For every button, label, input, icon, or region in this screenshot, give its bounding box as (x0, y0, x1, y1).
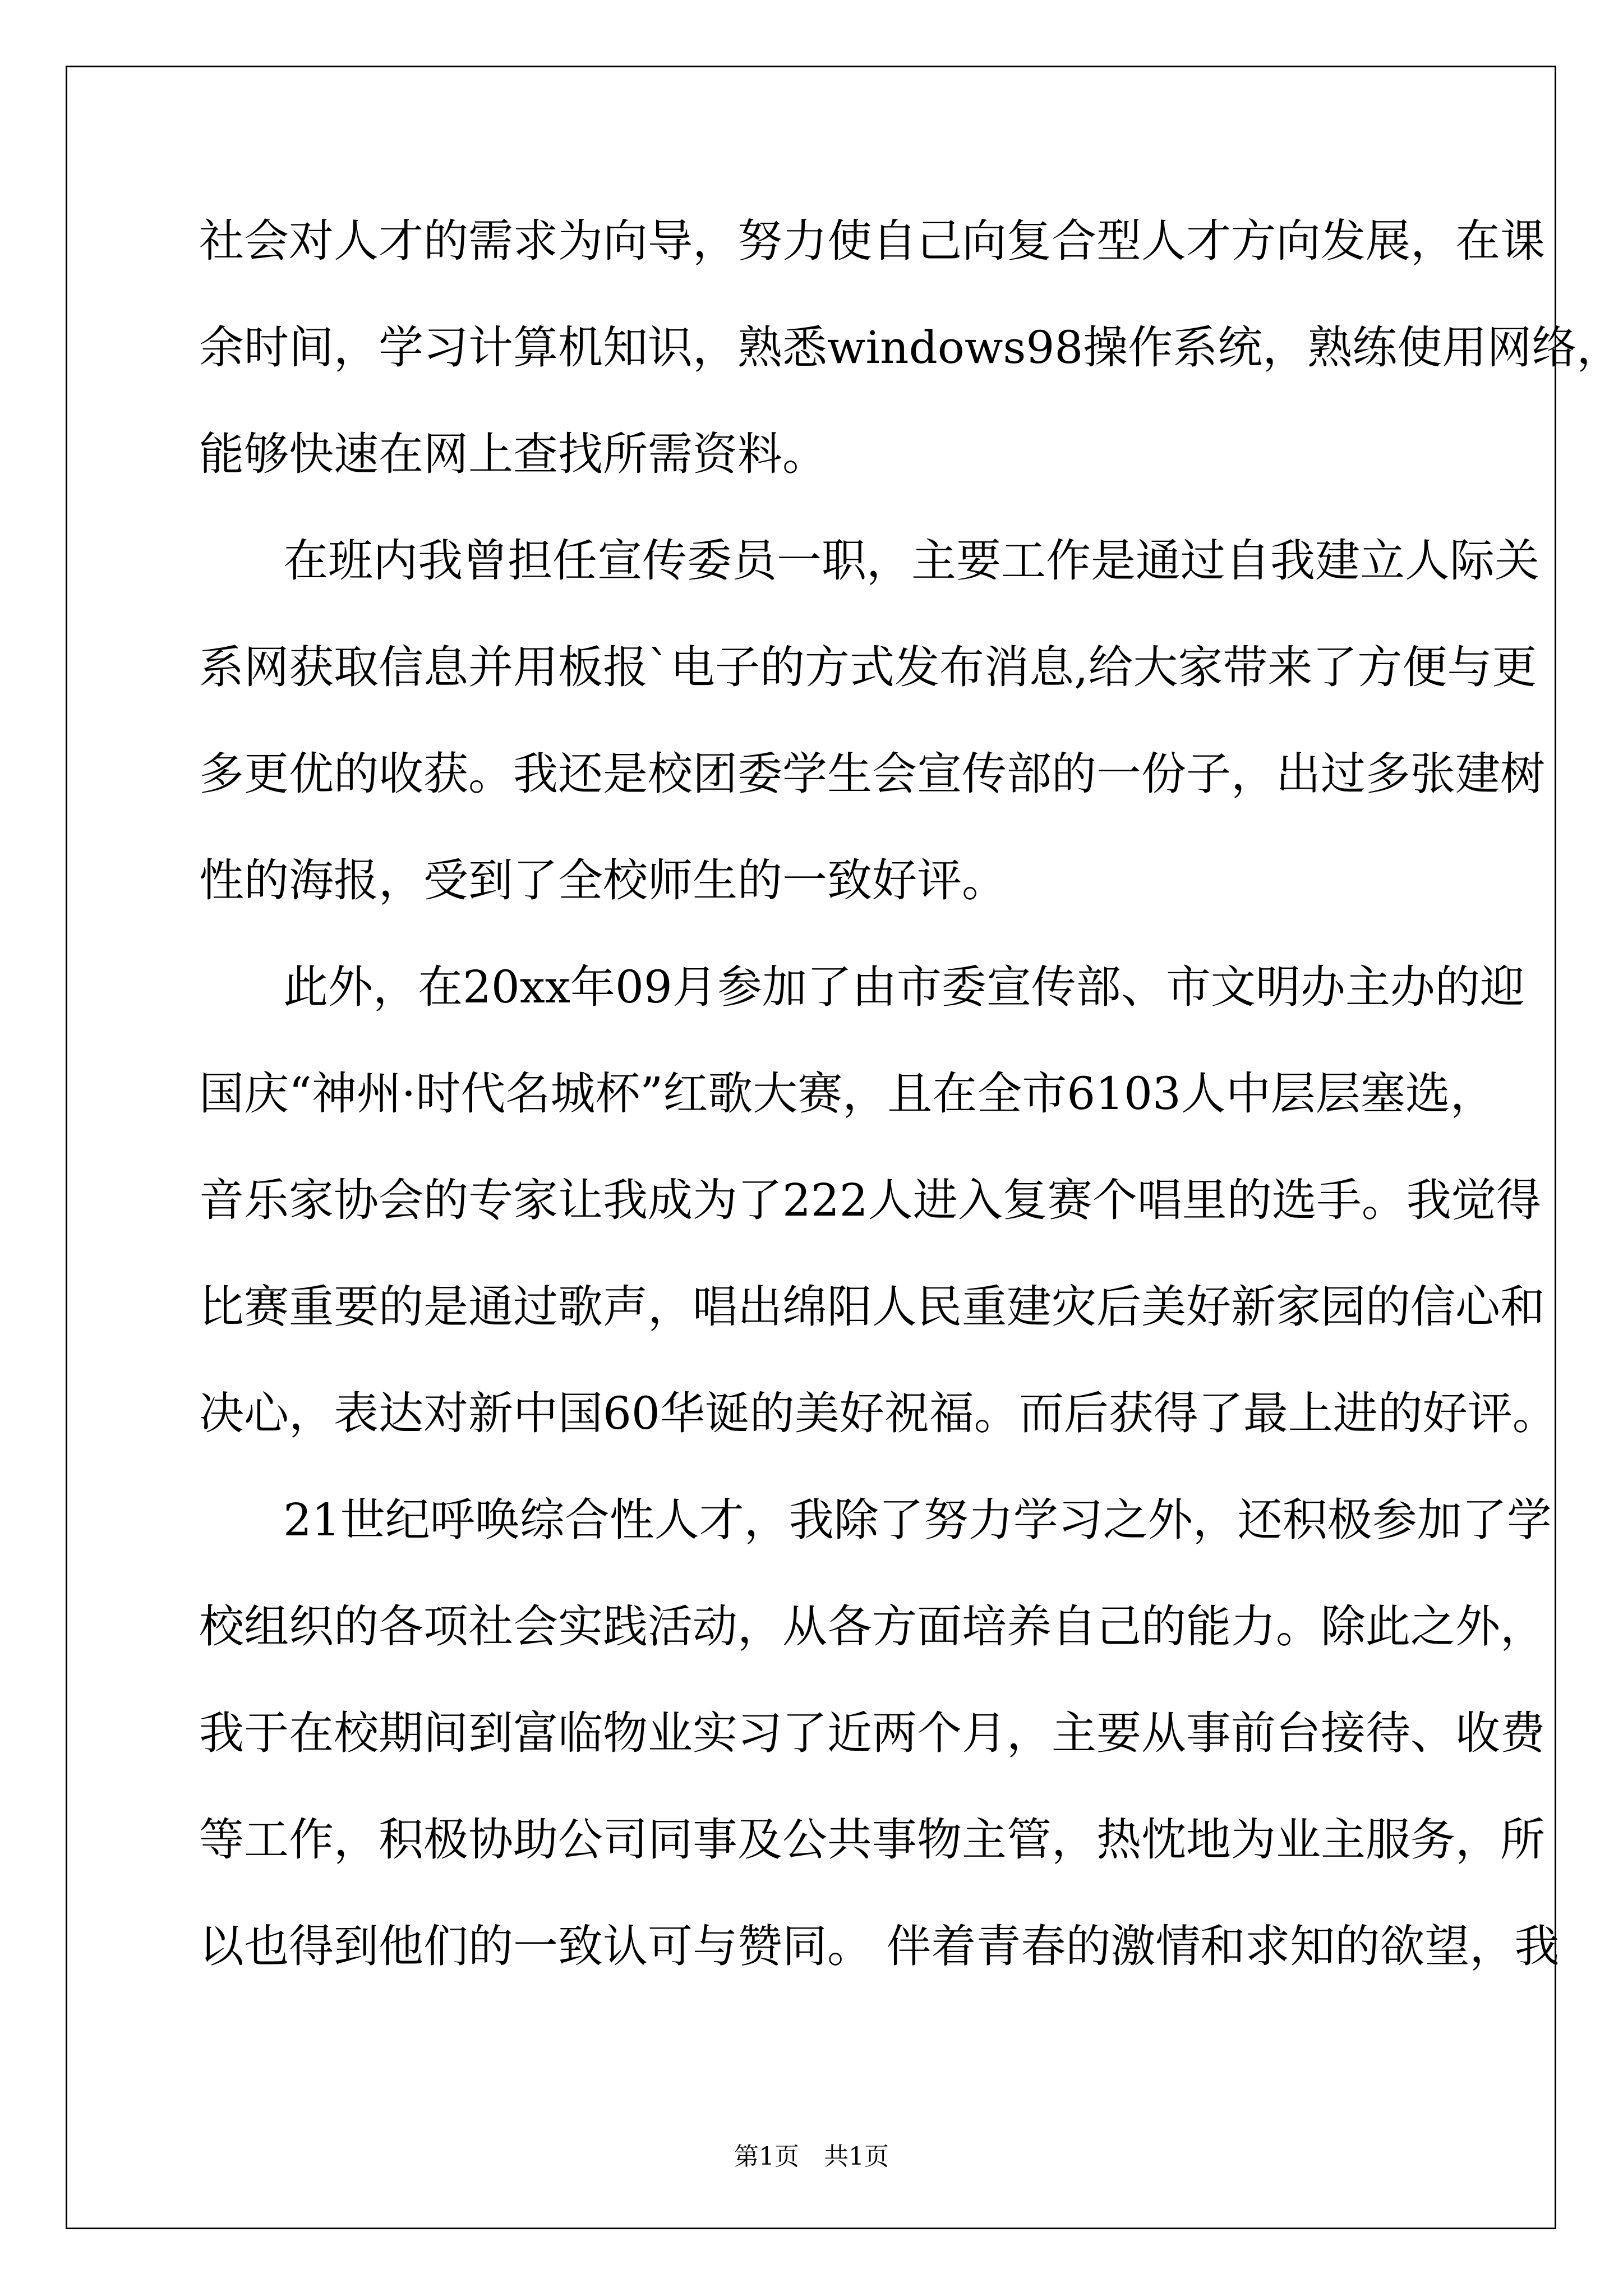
text-line: 能够快速在网上查找所需资料。 (199, 428, 827, 480)
text-line: 以也得到他们的一致认可与赞同。 伴着青春的激情和求知的欲望，我 (199, 1920, 1560, 1972)
text-line: 余时间，学习计算机知识，熟悉windows98操作系统，熟练使用网络， (199, 321, 1622, 374)
text-line: 音乐家协会的专家让我成为了222人进入复赛个唱里的选手。我觉得 (199, 1174, 1541, 1226)
text-line: 此外，在20xx年09月参加了由市委宣传部、市文明办主办的迎 (283, 961, 1525, 1013)
text-line: 决心，表达对新中国60华诞的美好祝福。而后获得了最上进的好评。 (199, 1387, 1557, 1439)
page-border (66, 66, 1556, 2229)
text-line: 国庆“神州·时代名城杯”红歌大赛，且在全市6103人中层层塞选， (199, 1068, 1495, 1120)
text-line: 校组织的各项社会实践活动，从各方面培养自己的能力。除此之外， (199, 1600, 1545, 1653)
text-line: 系网获取信息并用板报`电子的方式发布消息,给大家带来了方便与更 (199, 641, 1537, 693)
text-line: 在班内我曾担任宣传委员一职，主要工作是通过自我建立人际关 (283, 535, 1539, 587)
page-footer: 第1页 共1页 (734, 2142, 889, 2171)
text-line: 我于在校期间到富临物业实习了近两个月，主要从事前台接待、收费 (199, 1707, 1545, 1759)
text-line: 多更优的收获。我还是校团委学生会宣传部的一份子，出过多张建树 (199, 748, 1545, 800)
text-line: 21世纪呼唤综合性人才，我除了努力学习之外，还积极参加了学 (283, 1494, 1552, 1546)
text-line: 比赛重要的是通过歌声，唱出绵阳人民重建灾后美好新家园的信心和 (199, 1281, 1545, 1333)
text-line: 等工作，积极协助公司同事及公共事物主管，热忱地为业主服务，所 (199, 1814, 1545, 1866)
text-line: 性的海报，受到了全校师生的一致好评。 (199, 854, 1007, 907)
text-line: 社会对人才的需求为向导，努力使自己向复合型人才方向发展，在课 (199, 215, 1545, 267)
